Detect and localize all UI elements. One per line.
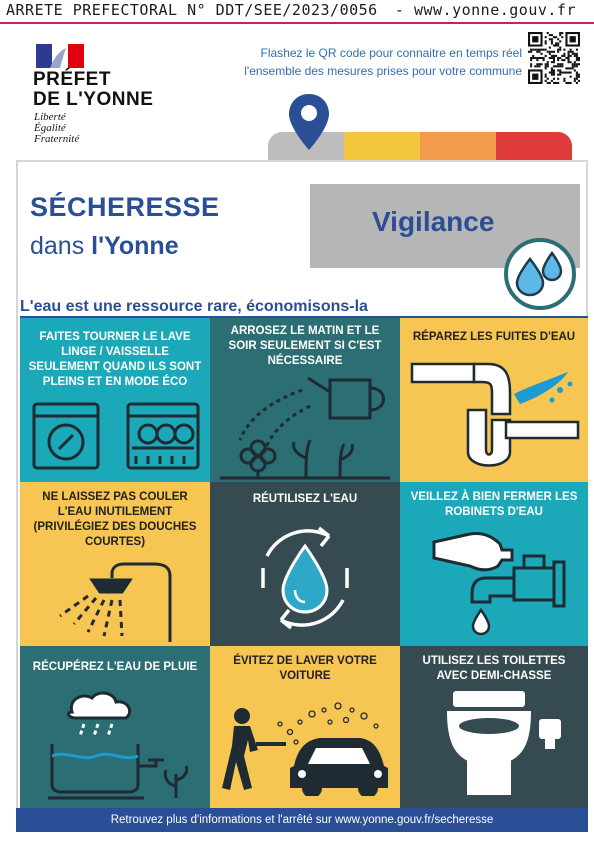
tile-watering xyxy=(210,318,400,482)
tile-shower xyxy=(20,482,210,646)
tile-caption: UTILISEZ LES TOILETTES AVEC DEMI-CHASSE xyxy=(422,655,566,682)
tile-caption: ÉVITEZ DE LAVER VOTRE VOITURE xyxy=(233,655,377,682)
handwritten-decree-ref: ARRETE PREFECTORAL N° DDT/SEE/2023/0056 xyxy=(6,1,378,19)
qr-instructions: Flashez le QR code pour connaitre en temps réel l'ensemble des mesures prises pour votre commune xyxy=(244,46,522,78)
faucet-icon xyxy=(428,526,568,636)
tile-toilets xyxy=(400,646,588,808)
tile-caption: RÉPAREZ LES FUITES D'EAU xyxy=(412,331,576,343)
handwritten-website: - www.yonne.gouv.fr xyxy=(394,1,576,19)
tile-washing-machine xyxy=(20,318,210,482)
washing-machine-icon xyxy=(32,402,202,472)
watering-can-icon xyxy=(220,370,390,480)
tile-caption: ARROSEZ LE MATIN ET LE SOIR SEULEMENT SI C'EST NÉCESSAIRE xyxy=(228,325,382,367)
title-dans-yonne: dans l'Yonne xyxy=(30,232,179,260)
shower-icon xyxy=(30,562,200,642)
leaking-pipe-icon xyxy=(410,356,580,476)
qr-code-icon[interactable] xyxy=(528,32,580,84)
tile-caption: RÉUTILISEZ L'EAU xyxy=(252,493,358,505)
vigilance-label: Vigilance xyxy=(372,206,495,237)
tile-caption: NE LAISSEZ PAS COULER L'EAU INUTILEMENT (PRIVILÉGIEZ DES DOUCHES COURTES) xyxy=(33,491,197,548)
water-drops-icon xyxy=(503,237,577,311)
tile-reuse xyxy=(210,482,400,646)
tile-caption: RÉCUPÉREZ L'EAU DE PLUIE xyxy=(32,661,198,673)
marianne-flag-icon xyxy=(36,44,84,68)
tile-taps xyxy=(400,482,588,646)
tile-caption: FAITES TOURNER LE LAVE LINGE / VAISSELLE SEULEMENT QUAND ILS SONT PLEINS ET EN MODE ÉCO xyxy=(28,331,202,388)
recycle-water-icon xyxy=(245,518,365,638)
red-divider xyxy=(0,22,594,24)
gauge-level-alerte-renforcee xyxy=(420,132,496,160)
car-wash-icon xyxy=(220,696,390,796)
toilet-icon xyxy=(426,690,566,800)
gauge-level-alerte xyxy=(344,132,420,160)
gauge-level-crise xyxy=(496,132,572,160)
subtitle-save-water: L'eau est une ressource rare, économisons-la xyxy=(20,298,368,315)
rain-barrel-icon xyxy=(38,690,188,800)
republic-motto: Liberté Égalité Fraternité xyxy=(34,111,80,145)
tile-rainwater xyxy=(20,646,210,808)
footer-info-link[interactable]: Retrouvez plus d'informations et l'arrêté sur www.yonne.gouv.fr/secheresse xyxy=(16,808,588,832)
tile-caption: VEILLEZ À BIEN FERMER LES ROBINETS D'EAU xyxy=(410,491,578,518)
prefet-logo-text: PRÉFET DE L'YONNE xyxy=(33,69,154,110)
title-secheresse: SÉCHERESSE xyxy=(30,192,220,222)
tile-leaks xyxy=(400,318,588,482)
handwritten-header xyxy=(4,0,590,22)
tile-car-wash xyxy=(210,646,400,808)
location-pin-icon xyxy=(286,92,332,152)
